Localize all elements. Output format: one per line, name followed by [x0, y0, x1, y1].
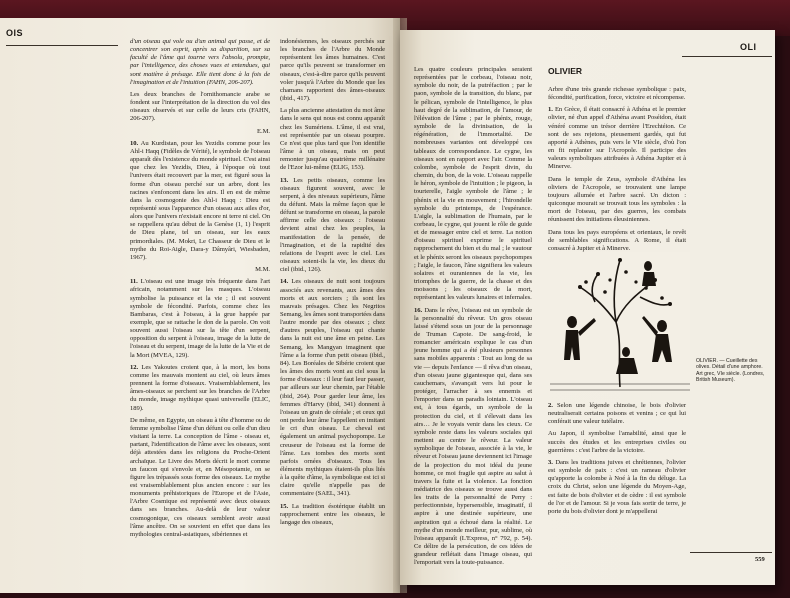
paragraph-number: 16. — [414, 306, 425, 314]
paragraph-number: 13. — [280, 176, 294, 184]
paragraph-text: Les quatre couleurs principales seraient représentées par le corbeau, l'oiseau noir, symbole du noir, de la putréfaction ; par le paon, symbole de la transition, du blanc, par le pélican, symbole de l'intelligence, le plus haut degré de la sublimation, de l'amour, de l'élévation de l'âme ; par le phénix, rouge, symbole de la divinisation, de la régénération, de l'immortalité. De nombreuses variantes ont développé ces tableaux de correspondance. Le cygne, les oiseaux sont en rapport avec l'air. Comme la colombe, symbole de l'esprit divin, du chemin, du bon, de la voie. L'oiseau rappelle le héron, symbole de l'intuition ; le pigeon, la tourterelle, l'aigle symbole de l'âme ; le phénix et la vie en mouvement ; l'hirondelle symbole du printemps, de l'espérance. L'aigle, la sublimation de l'humain, par le corbeau, le cygne, qui jouent le rôle de guide et de messager entre ciel et terre. La notion d'oiseau spirituel exprime le spirituel rapprochement du bien et du mal ; le vautour et le phénix seront les oiseaux psychopompes ; l'aigle, le faucon, l'âne signifiera les valeurs solaires et ouraniennes de la vie, les triomphes de la guerre, de la chasse et des moissons ; les oiseaux de la mort, représentant les valeurs lunaires et infernales. — [414, 66, 532, 302]
paragraph-number: 15. — [280, 502, 292, 510]
paragraph-text: Les oiseaux de nuit sont toujours associés aux revenants, aux âmes des morts et aux sorciers ; ils sont les mauvais présages. Chez les Negritos Semang, les âmes sont transportées dans l'autre monde par des oiseaux ; chez d'autres peuples, l'oiseau qui chante dans la nuit est une âme en peine. Les Semang, les Mangyan imaginent que l'âme a la forme d'un petit oiseau (ibid., 84). Les Boréales de Sibérie croient que les âmes des morts vont au ciel sous la forme d'oiseaux : il leur faut leur passer, par ailleurs sur leur chemin, par l'étable (ibid, 264). Pour garder leur âme, les femmes d'Harvy (ibid, 341) donnent à l'oiseau un grain de céréale ; et ceux qui ont perdu leur âme l'appellent en imitant le cri d'un oiseau. Le cheval est également un animal psychopompe. Le creuseur de l'oiseau est la forme de l'âme. Les tombes des morts sont parfois ornées d'oiseaux. Tous les éléments mythiques étaient-ils plus liés à la quête d'âme, la symbolique est ici si claire qu'elle n'appelle pas de commentaire (SAEL, 341). — [280, 278, 385, 498]
paragraph — [130, 266, 270, 274]
entry-title: OLIVIER — [548, 66, 583, 76]
paragraph-text: La tradition ésotérique établit un rapprochement entre les oiseaux, le langage des oiseaux, — [280, 502, 385, 526]
paragraph — [414, 307, 532, 568]
paragraph-number: 2. — [548, 402, 557, 409]
paragraph — [130, 278, 270, 360]
entry-intro: Arbre d'une très grande richesse symbolique : paix, fécondité, purification, force, victoire et récompense. — [548, 86, 686, 102]
olive-harvest-illustration — [550, 252, 690, 392]
paragraph — [280, 107, 385, 172]
paragraph-number: 11. — [130, 278, 141, 286]
paragraph-text: Les deux branches de l'ornithomancie arabe se fondent sur l'interprétation de la direction du vol des oiseaux observés et sur celle de leurs cris (FAHN, 206-207). — [130, 90, 270, 123]
header-rule-right — [682, 56, 772, 57]
paragraph — [280, 38, 385, 103]
right-page-column-2-bottom — [548, 402, 686, 552]
paragraph — [130, 140, 270, 262]
paragraph-text: La plus ancienne attestation du mot âme dans le sens qui nous est connu apparaît chez les Sumériens. L'âme, il est vrai, est représentée par un oiseau pourpre. Ce n'est que plus tard que l'on identifie l'âme à un oiseau, mais on peut remonter jusqu'au quatrième millénaire de l'Ezor lui-même (ELIG, 153). — [280, 107, 385, 172]
paragraph — [548, 430, 686, 454]
paragraph-text: M.M. — [255, 266, 270, 274]
figure-caption: OLIVIER. — Cueillette des olives. Détail d'une amphore. Art grec, VIe siècle. (Londres, British Museum). — [696, 358, 765, 384]
left-page-column-1 — [130, 38, 270, 598]
running-header-left: OIS — [6, 28, 24, 38]
paragraph-text: L'oiseau est une image très fréquente dans l'art africain, notamment sur les masques. L'oiseau symbolise la puissance et la vie ; il est souvent symbole de fécondité. Parfois, comme chez les Bambaras, c'est à l'oiseau, à la grue happée par exemple, que se rattache le don de la parole. On voit souvent aussi l'oiseau sur la tête d'un serpent, opposition du serpent à l'oiseau, image de la lutte de l'oiseau et du serpent, image de la lutte de la Vie et de la Mort (MVEA, 129). — [130, 278, 271, 359]
paragraph — [280, 177, 385, 275]
left-page — [0, 18, 400, 593]
paragraph-number: 3. — [548, 458, 556, 466]
header-rule — [6, 45, 118, 46]
paragraph-text: Selon une légende chinoise, le bois d'olivier neutraliserait certains poisons et venins ; ce qui lui conférait une valeur tutélaire. — [548, 402, 686, 426]
paragraph — [130, 417, 270, 539]
paragraph — [414, 66, 532, 303]
page-number: 559 — [755, 556, 765, 563]
paragraph — [130, 364, 270, 413]
paragraph-text: Dans le rêve, l'oiseau est un symbole de la personnalité du rêveur. Un gros oiseau laissé s'étend sous un jour de la personnage de Truman Capote. De sang-froid, le romancier américain explique le cas d'un jeune homme qui a été plusieurs personnes sans mobiles apparents : Tout au long de sa vie — depuis l'enfance — il rêva d'un oiseau, d'un oiseau jaune gigantesque qui, dans ses cauchemars, s'avançait vers lui pour le protéger, l'arracher à ses ennemis et l'emporter dans un paradis lointain. L'oiseau est, à tous égards, un symbole de la protection du ciel, et il s'élevait dans les airs… Je le voyais venir dans les cieux. Ce symbole reste dans les valeurs sociales qui mettent au centre le rêveur. La valeur symbolique de l'oiseau, associée à la vie, le rêveur et l'oiseau jaune deviennent ici l'image de la projection du moi idéal du jeune homme, ce moi fragile qui aspire au salut à travers la fuite et la violence. La fonction médiatrice des oiseaux se trouve aussi dans les traits de la personnalité de Perry : perfectionniste, hypersensible, imaginatif, il aspire à une destinée supérieure, une aspiration qui a échoué dans la réalité. Le mythe d'un monde meilleur, pur, sublime, où l'oiseau apparaît (L'Express, n° 792, p. 54). Ce délire de la persécution, de ces idées de grandeur reflétait dans l'image oiseau, qui l'emportait vers la toute-puissance. — [414, 306, 532, 567]
paragraph — [548, 402, 686, 426]
paragraph-text: Au Kurdistan, pour les Yezidis comme pour les Ahl-i Haqq (Fidèles de Vérité), le symbole de l'oiseau apparaît dès l'existence du monde spirituel. C'est ainsi que chez les Yezidis, Dieu, à l'époque où tout l'univers était recouvert par la mer, est figuré sous la forme d'un oiseau perché sur un arbre, dont les racines s'enfoncent dans les airs. Il en est de même dans la cosmogonie des Ahl-i Haqq : Dieu est représenté sous l'apparence d'un oiseau aux ailes d'or, alors que l'univers n'existait encore ni terre ni ciel. On se rappellera qu'au début de la Genèse (1, 1) l'esprit de Dieu plane, tel un oiseau, sur les eaux primordiales. (M. Mokri, Le Chasseur de Dieu et le mythe du Roi-Aigle, Dara-y Dâmyâri, Wiesbaden, 1967). — [130, 139, 270, 261]
right-page-column-2-top — [548, 86, 686, 252]
paragraph — [130, 38, 270, 87]
left-page-column-2 — [280, 38, 385, 586]
paragraph-text: Les Yakoutes croient que, à la mort, les bons comme les mauvais montent au ciel, où leurs âmes prennent la forme d'oiseaux. Vraisemblablement, les âmes-oiseaux se perchent sur les branches de l'Arbre du monde, image mythique quasi universelle (ELIC, 189). — [130, 363, 270, 412]
paragraph-text: En Grèce, il était consacré à Athéna et le premier olivier, né d'un appel d'Athéna avant Poséidon, était vénéré comme un trésor derrière l'Erechtéion. Ce sont de ses rejetons, pieusement gardés, qui fut apporté à Athènes, puis vers le VIe siècle, d'où l'on en fit replanter sur l'Acropole. Il participe des valeurs symboliques attribuées à Athéna Jupiter et à Minerve. — [548, 106, 686, 171]
paragraph-text: Dans le temple de Zeus, symbole d'Athéna les oliviers de l'Acropole, se trouvaient une lampe toujours allumée et l'arbre sacré. Un dicton : quiconque mourait se trouvait tous les symboles : la mort de l'oiseau, par des guerres, les combats réunissent des initiations éleusiniennes. — [548, 175, 686, 224]
paragraph-number: 14. — [280, 278, 292, 286]
paragraph — [130, 91, 270, 124]
paragraph — [280, 503, 385, 527]
paragraph-number: 1. — [548, 106, 555, 114]
paragraph — [548, 459, 686, 516]
paragraph — [548, 229, 686, 253]
right-page-column-1 — [414, 66, 532, 586]
paragraph — [548, 106, 686, 171]
paragraph-text: Les petits oiseaux, comme les oiseaux figurent souvent, avec le serpent, à des niveaux supérieurs, l'âme du défunt. Mais la même façon que le défunt se transforme en oiseau, la parole affirme celle des oiseaux : l'oiseau devient ainsi chez les peuples, la manifestation de la pensée, de l'imagination, et de la rapidité des relations de l'esprit avec le ciel. Les oiseaux soient-ils la vie, les dieux du ciel (ibid., 126). — [280, 176, 385, 274]
paragraph-text: Dans les traditions juives et chrétiennes, l'olivier est symbole de paix : c'est un rameau d'olivier qu'apporte la colombe à Noé à la fin du déluge. La croix du Christ, selon une légende du Moyen-Age, est faite de bois d'olivier et de cèdre : il est symbole de l'or et de l'amour. Si je vous fais sortir de terre, je porte du bois d'olivier dont je m'appellerai — [548, 458, 686, 515]
paragraph-text: Dans tous les pays européens et orientaux, le revêt de semblables significations. A Rome, il était consacré à Jupiter et à Minerve. — [548, 228, 686, 252]
right-page — [400, 30, 775, 585]
paragraph-text: E.M. — [257, 127, 270, 135]
paragraph-text: indonésiennes, les oiseaux perchés sur les branches de l'Arbre du Monde représentent les âmes humaines. C'est parce qu'ils peuvent se transformer en oiseaux, c'est-à-dire parce qu'ils peuvent voler jusqu'à l'Arbre du Monde que les chamans rapportent des âmes-oiseaux (ibid., 417). — [280, 38, 385, 103]
paragraph — [130, 128, 270, 136]
paragraph — [280, 278, 385, 498]
paragraph-number: 10. — [130, 139, 141, 147]
paragraph — [548, 176, 686, 225]
running-header-right: OLI — [740, 42, 757, 52]
paragraph-number: 12. — [130, 363, 142, 371]
footer-rule — [690, 552, 772, 553]
paragraph-text: De même, en Egypte, un oiseau à tête d'homme ou de femme symbolise l'âme d'un défunt ou celle d'un dieu visitant la terre. La conception de l'âme - oiseau et, partant, l'identification de l'âme avec les oiseaux, sont déjà attestées dans les religions du Proche-Orient archaïque. Le Livre des Morts décrit le mort comme un faucon qui s'envole et, en Mésopotamie, on se figure les trépassés sous forme des oiseaux. Le mythe est vraisemblablement plus ancien encore : sur les monuments préhistoriques de l'Europe et de l'Asie, l'Arbre Cosmique est représenté avec deux oiseaux dans ses branches. Au-delà de leur valeur cosmogonique, ces oiseaux semblent avoir aussi l'âme ancêtre. On se souvient en effet que dans les mythologies central-asiatiques, sibériennes et — [130, 416, 270, 538]
paragraph-text: Au Japon, il symbolise l'amabilité, ainsi que le succès des études et les entreprises civiles ou guerrières : c'est l'arbre de la victoire. — [548, 430, 686, 454]
paragraph-text: d'un oiseau qui vole ou d'un animal qui passe, et de concentrer son esprit, après sa disparition, sur sa faculté de l'âme qui tourne vers l'absolu, prompte, par l'intelligence, des choses vues et entendues, qui sont matière à présage. Elle tient donc à la fois de l'imagination et de l'intuition (FAHN, 206-207). — [130, 38, 270, 86]
